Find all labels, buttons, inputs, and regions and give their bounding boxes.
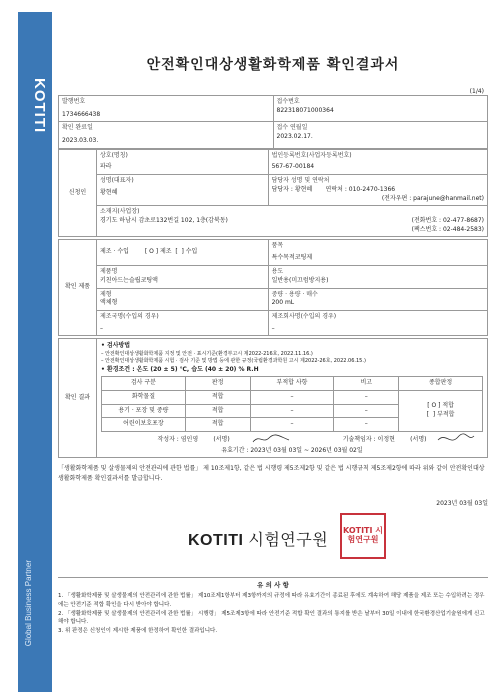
bizno-value: 567-67-00184 (271, 163, 315, 171)
item-label: 품목 (271, 242, 284, 250)
country-cell (97, 311, 269, 336)
notice-section (58, 577, 488, 636)
mfg-label: 제조 · 수입 (100, 248, 129, 256)
overall-fail: [ ] 부적합 (426, 410, 455, 418)
manager-signature (436, 432, 476, 446)
product-table (58, 239, 488, 336)
complete-date-value: 2023.03.03. (62, 137, 99, 145)
result-table (58, 338, 488, 458)
complete-date-cell (59, 122, 274, 148)
verdict-header: 비고 (334, 377, 399, 391)
method-line-2: – 안전확인대상생활화학제품 시험 · 검사 기준 및 방법 등에 관한 규정(국립환경과학원 고시 제2022-26호, 2022.06.15.) (101, 358, 366, 365)
receipt-no-label: 접수번호 (276, 98, 300, 105)
verdict-note: – (334, 418, 399, 432)
author-line: 작성자 : 염인영 (서명) (157, 436, 230, 443)
issuance-statement: 「생활화학제품 및 살생물제의 안전관리에 관한 법률」 제 10조제1항, 같은 법 시행령 제5조제2항 및 같은 법 시행규칙 제5조제2항에 따라 위와 같이 안전확인대상생활화학제품 확인결과서를 발급합니다. (58, 465, 485, 482)
verdict-value: 적합 (185, 418, 250, 432)
contact-line-2: (전자우편 : parajune@hanmail.net) (381, 194, 484, 202)
capacity-value: 200 mL (271, 299, 295, 307)
info-table (58, 95, 488, 149)
contact-line-1: 담당자 : 황현혜 연락처 : 010-2470-1366 (271, 185, 396, 193)
bizno-label: 법인등록번호(사업자등록번호) (271, 151, 352, 159)
address-cell (97, 206, 488, 237)
verdict-name: 용기 · 포장 및 중량 (102, 404, 186, 418)
verdict-table (101, 376, 483, 432)
verdict-value: 적합 (185, 404, 250, 418)
mfg-cell (97, 240, 269, 266)
company-label: 상호(명칭) (100, 151, 128, 159)
organization-name-en: KOTITI (188, 531, 244, 549)
country-value: – (100, 324, 103, 332)
issue-no-cell (59, 96, 274, 122)
verdict-row (102, 390, 483, 404)
mfg-value: [ O ] 제조 [ ] 수입 (144, 248, 198, 256)
form-cell (97, 288, 269, 310)
rep-cell (97, 175, 269, 206)
product-section-label: 확인 제품 (59, 240, 97, 336)
verdict-issue: – (250, 390, 334, 404)
notice-item: 1. 「생활화학제품 및 살생물제의 안전관리에 관한 법률」 제10조제1항부터 제3항까지의 규정에 따라 유효기간이 종료된 후에도 계속하여 해당 제품을 제조 또는 수입하려는 경우에는 안전기준 적합 확인을 다시 받아야 합니다. (58, 592, 485, 608)
complete-date-label: 확인 완료일 (62, 124, 93, 132)
receipt-no-value: 822318071000364 (276, 106, 334, 114)
receipt-date-value: 2023.02.17. (276, 133, 313, 141)
maker-value: – (271, 324, 275, 332)
official-seal-icon: KOTITI 시험연구원 (340, 513, 386, 559)
verdict-header: 판정 (185, 377, 250, 391)
verdict-value: 적합 (185, 390, 250, 404)
document-title: 안전확인대상생활화학제품 확인결과서 (146, 57, 400, 73)
env-condition: • 환경조건 : 온도 (20 ± 5) ℃, 습도 (40 ± 20) % R.H (101, 365, 259, 373)
author-signature (251, 432, 291, 446)
verdict-name: 화학물질 (102, 390, 186, 404)
verdict-name: 어린이보호포장 (102, 418, 186, 432)
side-logo: KOTITI (31, 78, 48, 134)
verdict-note: – (334, 390, 399, 404)
page-number: (1/4) (469, 88, 484, 95)
receipt-date-cell (273, 122, 488, 148)
overall-pass: [ O ] 적합 (427, 402, 454, 410)
receipt-no-cell (273, 96, 488, 122)
maker-label: 제조회사명(수입의 경우) (271, 313, 337, 320)
receipt-date-label: 접수 연월일 (276, 124, 308, 132)
verdict-note: – (334, 404, 399, 418)
contact-label: 담당자 성명 및 연락처 (271, 177, 330, 185)
issue-no-value: 1734666438 (62, 110, 101, 118)
issue-no-label: 발행번호 (62, 98, 86, 105)
name-label: 제품명 (100, 268, 118, 276)
rep-label: 성명(대표자) (100, 177, 134, 185)
maker-cell (268, 311, 487, 336)
applicant-table (58, 149, 488, 238)
overall-verdict (399, 390, 483, 431)
use-value: 일반용(미끄럼방지용) (271, 276, 329, 284)
form-value: 액체형 (100, 299, 118, 307)
item-value: 특수목적코팅제 (271, 253, 313, 261)
address-value: 경기도 하남시 감초로132번길 102, 1층(감북동) (100, 216, 228, 224)
result-body-cell (97, 339, 488, 458)
validity-line: 유효기간 : 2023년 03월 03일 ~ 2026년 03월 02일 (221, 446, 363, 454)
notice-title: 유 의 사 항 (257, 580, 289, 589)
issue-date: 2023년 03월 03일 (436, 499, 488, 507)
capacity-cell (268, 288, 487, 310)
verdict-issue: – (250, 418, 334, 432)
form-label: 제형 (100, 290, 112, 298)
use-cell (268, 266, 487, 288)
address-label: 소재지(사업장) (100, 208, 140, 216)
organization-name (188, 527, 328, 550)
organization-name-ko: 시험연구원 (243, 531, 329, 549)
notice-item: 3. 위 판정은 신청인이 제시한 제품에 한정하여 확인한 결과입니다. (58, 628, 218, 635)
country-label: 제조국명(수입의 경우) (100, 313, 159, 320)
bizno-cell (268, 149, 487, 174)
verdict-header: 부적합 사항 (250, 377, 334, 391)
method-line-1: – 안전확인대상생활화학제품 지정 및 안전 · 표시기준(환경부고시 제2022-216호, 2022.11.16.) (101, 351, 313, 358)
rep-value: 황현혜 (100, 188, 118, 196)
organization-row (58, 513, 488, 569)
name-value: 키친아드는슬립코팅액 (100, 276, 158, 284)
notice-item: 2. 「생활화학제품 및 살생물제의 안전관리에 관한 법률」 시행령」 제5조제3항에 따라 안전기준 적합 확인 결과의 통지를 받은 날부터 30일 이내에 한국환경산업기술원에게 신고해야 합니다. (58, 610, 485, 626)
document-content (58, 12, 488, 636)
contact-cell (268, 175, 487, 206)
result-section-label: 확인 결과 (59, 339, 97, 458)
capacity-label: 중량 · 용량 · 매수 (271, 290, 318, 298)
company-cell (97, 149, 269, 174)
tel-value: (전화번호 : 02-477-8687) (411, 216, 484, 224)
company-value: 파라 (100, 163, 112, 171)
applicant-section-label: 신청인 (59, 149, 97, 237)
verdict-header-row (102, 377, 483, 391)
verdict-header: 종합판정 (399, 377, 483, 391)
method-title: • 검사방법 (101, 342, 131, 350)
fax-value: (팩스번호 : 02-484-2583) (411, 225, 484, 233)
item-cell (268, 240, 487, 266)
use-label: 용도 (271, 268, 284, 276)
manager-line: 기술책임자 : 이정현 (서명) (342, 436, 427, 443)
verdict-header: 검사 구분 (102, 377, 186, 391)
name-cell (97, 266, 269, 288)
side-footer-text: Global Business Partner (24, 560, 33, 647)
verdict-issue: – (250, 404, 334, 418)
